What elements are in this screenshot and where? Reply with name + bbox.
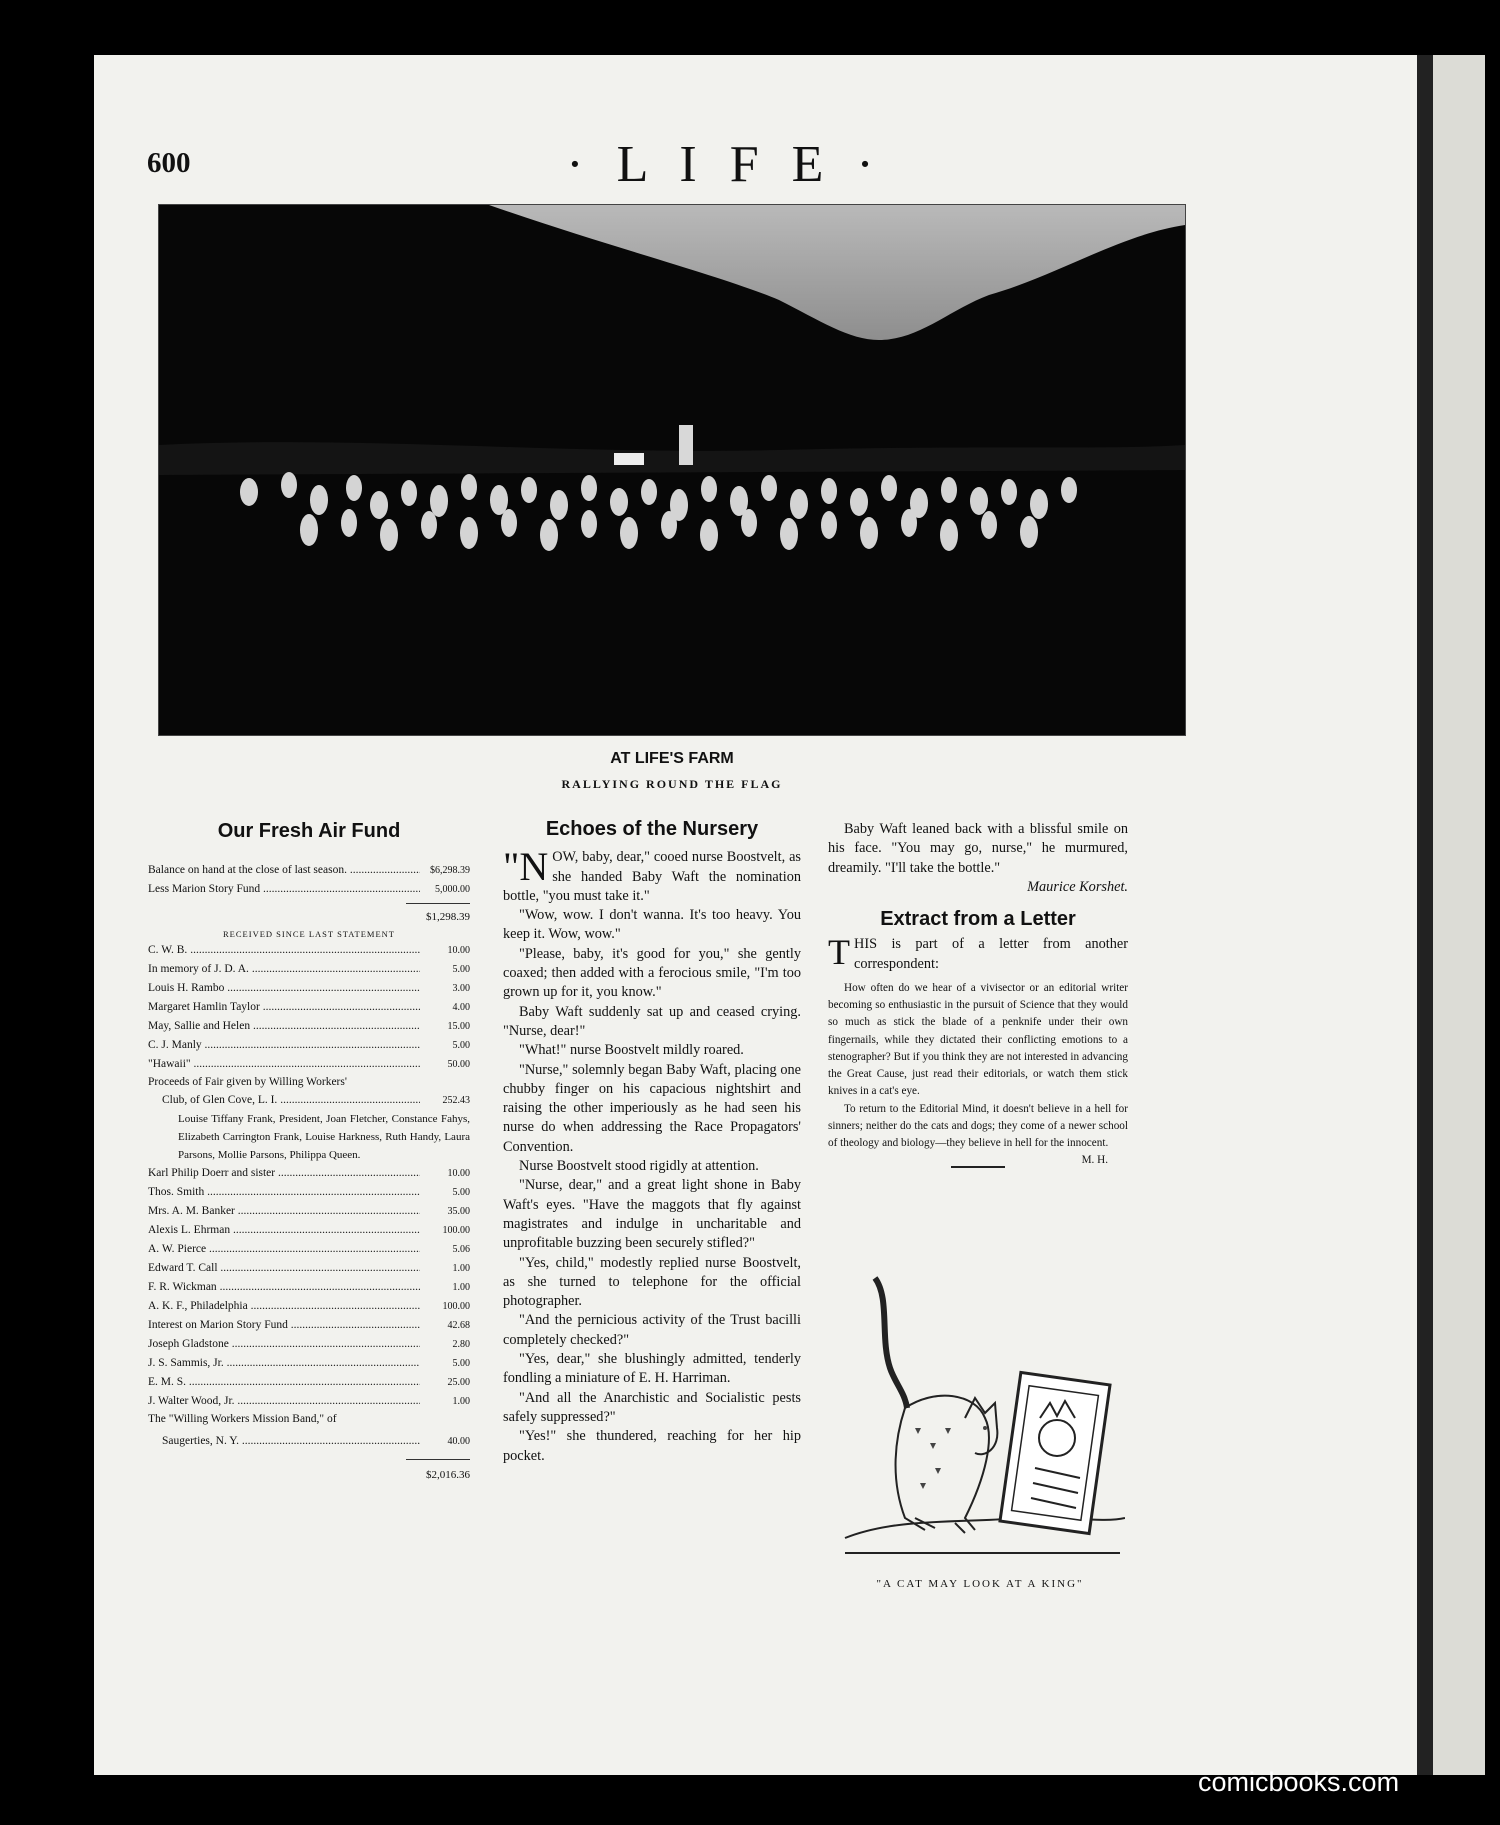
masthead-title: · L I F E · xyxy=(566,136,884,193)
received-heading: RECEIVED SINCE LAST STATEMENT xyxy=(223,929,395,939)
total-rule xyxy=(406,1459,470,1460)
story-paragraph: Baby Waft suddenly sat up and ceased crying. "Nurse, dear!" xyxy=(503,1003,801,1039)
story-paragraph: "And the pernicious activity of the Trust bacilli completely checked?" xyxy=(503,1312,801,1348)
letter-quote xyxy=(828,980,1128,1167)
fund-row: Karl Philip Doerr and sister ..... 10.00 xyxy=(148,1164,470,1183)
page-number: 600 xyxy=(147,147,191,179)
farm-photograph xyxy=(158,204,1186,736)
page-gutter xyxy=(1417,55,1433,1775)
fund-row: In memory of J. D. A. ..... 5.00 xyxy=(148,960,470,979)
fund-row: The "Willing Workers Mission Band," of xyxy=(148,1413,337,1425)
fund-row: "Hawaii" ..... 50.00 xyxy=(148,1055,470,1074)
fund-row: Joseph Gladstone ..... 2.80 xyxy=(148,1335,470,1354)
story-paragraph: "Nurse," solemnly began Baby Waft, placing one chubby finger on his capacious nightshirt and raising the other imperiously as he had seen his nurse do when addressing the Race Propagators' Convention. xyxy=(503,1061,801,1155)
story-paragraph: "Yes!" she thundered, reaching for her hip pocket. xyxy=(503,1428,801,1464)
cartoon-caption: "A CAT MAY LOOK AT A KING" xyxy=(876,1578,1084,1590)
fund-row: May, Sallie and Helen ..... 15.00 xyxy=(148,1017,470,1036)
fund-total: $2,016.36 xyxy=(426,1469,470,1481)
fund-row: Louis H. Rambo ..... 3.00 xyxy=(148,979,470,998)
quote-paragraph: How often do we hear of a vivisector or an editorial writer becoming so enthusiastic in the pursuit of Science that they would so much as stick the blade of a penknife under their own fingernails, while they dictated their conflicting emotions to a stenographer? But if you think they are not interested in advancing the Great Cause, just read their editorials, or watch them stick knives in a cat's eye. xyxy=(828,982,1128,1098)
drop-cap: T xyxy=(828,932,850,973)
fresh-air-fund-column xyxy=(148,820,470,1485)
section-rule xyxy=(951,1166,1005,1168)
quote-paragraph: To return to the Editorial Mind, it doesn't believe in a hell for sinners; neither do the cats and dogs; they come of a newer school of theology and biology—they believe in hell for the innocent. M. H. xyxy=(828,1101,1128,1153)
fund-row: Edward T. Call ..... 1.00 xyxy=(148,1259,470,1278)
adjacent-page-edge xyxy=(1433,55,1485,1775)
fund-row: Thos. Smith ..... 5.00 xyxy=(148,1183,470,1202)
fund-row: Balance on hand at the close of last season. ..... $6,298.39 xyxy=(148,861,470,880)
fund-row: Saugerties, N. Y. ..... 40.00 xyxy=(148,1432,470,1451)
story-paragraph: "Please, baby, it's good for you," she gently coaxed; then added with a ferocious smile, "I'm too grown up for it, you know." xyxy=(503,945,801,1001)
fund-row: A. W. Pierce ..... 5.06 xyxy=(148,1240,470,1259)
fund-title: Our Fresh Air Fund xyxy=(217,820,401,842)
fund-row: Proceeds of Fair given by Willing Workers' xyxy=(148,1076,347,1088)
site-watermark: comicbooks.com xyxy=(1198,1767,1400,1797)
quote-signature: M. H. xyxy=(1081,1154,1108,1167)
author-signature: Maurice Korshet. xyxy=(1027,878,1128,895)
story-paragraph: "Yes, dear," she blushingly admitted, tenderly fondling a miniature of E. H. Harriman. xyxy=(503,1351,801,1387)
story-paragraph: Nurse Boostvelt stood rigidly at attention. xyxy=(519,1158,759,1175)
fund-row: Interest on Marion Story Fund ..... 42.68 xyxy=(148,1316,470,1335)
story-paragraph: "And all the Anarchistic and Socialistic pests safely suppressed?" xyxy=(503,1389,801,1425)
nursery-title: Echoes of the Nursery xyxy=(545,818,759,840)
drop-cap: "N xyxy=(503,844,549,890)
fund-row: E. M. S. ..... 25.00 xyxy=(148,1373,470,1392)
letter-intro: THIS is part of a letter from another correspondent: xyxy=(828,932,1128,973)
photo-caption-title: AT LIFE'S FARM xyxy=(610,750,734,767)
total-rule xyxy=(406,903,470,904)
fund-row: F. R. Wickman ..... 1.00 xyxy=(148,1278,470,1297)
fund-row: Alexis L. Ehrman ..... 100.00 xyxy=(148,1221,470,1240)
photo-caption-subtitle: RALLYING ROUND THE FLAG xyxy=(561,777,783,791)
story-paragraph: "Wow, wow. I don't wanna. It's too heavy. You keep it. Wow, wow." xyxy=(503,907,801,943)
fund-row: C. W. B. ..... 10.00 xyxy=(148,941,470,960)
cat-king-cartoon xyxy=(835,1268,1125,1568)
fund-row: A. K. F., Philadelphia ..... 100.00 xyxy=(148,1297,470,1316)
fund-row: Margaret Hamlin Taylor ..... 4.00 xyxy=(148,998,470,1017)
story-paragraph: "What!" nurse Boostvelt mildly roared. xyxy=(519,1042,744,1059)
story-paragraph: Baby Waft leaned back with a blissful smile on his face. "You may go, nurse," he murmured, dreamily. "I'll take the bottle." xyxy=(828,821,1128,876)
fund-row: Mrs. A. M. Banker ..... 35.00 xyxy=(148,1202,470,1221)
story-paragraph: "Yes, child," modestly replied nurse Boostvelt, as she turned to telephone for the official photographer. xyxy=(503,1254,801,1310)
fund-row: Less Marion Story Fund ..... 5,000.00 xyxy=(148,880,470,899)
fund-row: Club, of Glen Cove, L. I. ..... 252.43 xyxy=(148,1091,470,1110)
fair-contributors: Louise Tiffany Frank, President, Joan Fletcher, Constance Fahys, Elizabeth Carrington Frank, Louise Harkness, Ruth Handy, Laura Parsons, Mollie Parsons, Philippa Queen. xyxy=(178,1113,470,1161)
fund-row: C. J. Manly ..... 5.00 xyxy=(148,1036,470,1055)
letter-title: Extract from a Letter xyxy=(880,908,1076,931)
nursery-column xyxy=(503,820,801,1466)
story-paragraph: "Nurse, dear," and a great light shone in Baby Waft's eyes. "Have the maggots that fly against magistrates and indulge in uncharitable and unprofitable buzzing been securely stifled?" xyxy=(503,1177,801,1252)
fund-subtotal: $1,298.39 xyxy=(426,911,470,923)
fund-row: J. S. Sammis, Jr. ..... 5.00 xyxy=(148,1354,470,1373)
story-paragraph: "NOW, baby, dear," cooed nurse Boostvelt, as she handed Baby Waft the nomination bottle, "you must take it." xyxy=(503,844,801,904)
letter-column xyxy=(828,820,1128,1169)
fund-row: J. Walter Wood, Jr. ..... 1.00 xyxy=(148,1392,470,1411)
